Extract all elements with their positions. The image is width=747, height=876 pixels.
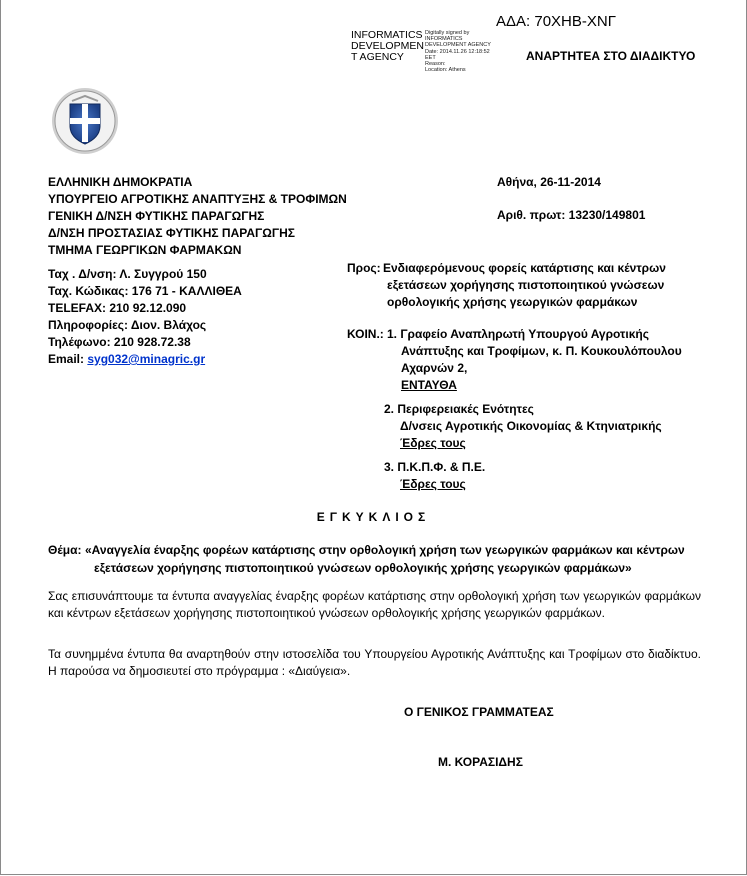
recipient-line: ορθολογικής χρήσης γεωργικών φαρμάκων	[387, 295, 638, 309]
signatory-name: Μ. ΚΟΡΑΣΙΔΗΣ	[438, 755, 523, 769]
recipient-label: Προς:	[347, 261, 381, 275]
koin-item-1	[387, 326, 682, 394]
ada-code: ΑΔΑ: 70ΧΗΒ-ΧΝΓ	[496, 13, 616, 30]
signatory-title: Ο ΓΕΝΙΚΟΣ ΓΡΑΜΜΑΤΕΑΣ	[404, 705, 554, 719]
subject-label: Θέμα:	[48, 543, 82, 557]
koin-line: 1. Γραφείο Αναπληρωτή Υπουργού Αγροτικής	[387, 327, 649, 341]
contact-info: Πληροφορίες: Διον. Βλάχος	[48, 318, 207, 332]
sender-department	[48, 174, 347, 259]
contact-details	[48, 266, 242, 368]
sig-detail-line: Reason:	[425, 61, 446, 68]
hellenic-republic-emblem-icon	[50, 86, 120, 156]
protocol-number: Αριθ. πρωτ: 13230/149801	[497, 208, 646, 222]
sender-line: ΕΛΛΗΝΙΚΗ ΔΗΜΟΚΡΑΤΙΑ	[48, 175, 193, 189]
koin-line: 3. Π.Κ.Π.Φ. & Π.Ε.	[384, 460, 486, 474]
recipient-line: Ενδιαφερόμενους φορείς κατάρτισης και κέντρων	[383, 261, 666, 275]
sig-detail-line: DEVELOPMENT AGENCY	[425, 42, 491, 49]
contact-phone: Τηλέφωνο: 210 928.72.38	[48, 335, 191, 349]
sig-detail-line: Location: Athens	[425, 67, 466, 74]
recipient-text	[383, 260, 713, 311]
subject-line-2: εξετάσεων χορήγησης πιστοποιητικού γνώσεων ορθολογικής χρήσης γεωργικών φαρμάκων»	[94, 561, 632, 575]
koin-line: 2. Περιφερειακές Ενότητες	[384, 402, 534, 416]
digital-signature-details	[425, 30, 505, 73]
contact-telefax: TELEFAX: 210 92.12.090	[48, 301, 187, 315]
contact-address: Ταχ . Δ/νση: Λ. Συγγρού 150	[48, 267, 207, 281]
koin-destination: Έδρες τους	[400, 436, 466, 450]
sender-line: ΓΕΝΙΚΗ Δ/ΝΣΗ ΦΥΤΙΚΗΣ ΠΑΡΑΓΩΓΗΣ	[48, 209, 265, 223]
sig-detail-line: Date: 2014.11.26 12:18:52	[425, 48, 490, 55]
koin-line: Δ/νσεις Αγροτικής Οικονομίας & Κτηνιατρικής	[400, 419, 662, 433]
sig-detail-line: EET	[425, 54, 436, 61]
contact-email-row	[48, 351, 242, 368]
koin-item-2	[384, 401, 662, 452]
body-paragraph-1: Σας επισυνάπτουμε τα έντυπα αναγγελίας έναρξης φορέων κατάρτισης στην ορθολογική χρήση των γεωργικών φαρμάκων και κέντρων εξετάσεων χορήγησης πιστοποιητικού γνώσεων ορθολογικής χρήσης γεωργικών φαρμάκων.	[48, 589, 701, 620]
koin-item-3	[384, 459, 485, 493]
koin-label: ΚΟΙΝ.:	[347, 327, 384, 341]
sender-line: Δ/ΝΣΗ ΠΡΟΣΤΑΣΙΑΣ ΦΥΤΙΚΗΣ ΠΑΡΑΓΩΓΗΣ	[48, 226, 295, 240]
subject-line-1: «Αναγγελία έναρξης φορέων κατάρτισης στην ορθολογική χρήση των γεωργικών φαρμάκων και κέντρων	[85, 543, 685, 557]
body-paragraph-2: Τα συνημμένα έντυπα θα αναρτηθούν στην ιστοσελίδα του Υπουργείου Αγροτικής Ανάπτυξης και Τροφίμων στο διαδίκτυο. Η παρούσα να δημοσιευτεί στο πρόγραμμα : «Διαύγεια».	[48, 647, 701, 678]
contact-postcode: Ταχ. Κώδικας: 176 71 - ΚΑΛΛΙΘΕΑ	[48, 284, 242, 298]
sig-detail-line: INFORMATICS	[425, 36, 463, 43]
document-date: Αθήνα, 26-11-2014	[497, 175, 601, 189]
digital-signature-name: INFORMATICS DEVELOPMEN T AGENCY	[351, 29, 424, 63]
recipient-line: εξετάσεων χορήγησης πιστοποιητικού γνώσεων	[387, 278, 665, 292]
email-label: Email:	[48, 352, 88, 366]
sig-detail-line: Digitally signed by	[425, 30, 470, 36]
sender-line: ΤΜΗΜΑ ΓΕΩΡΓΙΚΩΝ ΦΑΡΜΑΚΩΝ	[48, 243, 242, 257]
email-link[interactable]: syg032@minagric.gr	[87, 352, 206, 366]
sender-line: ΥΠΟΥΡΓΕΙΟ ΑΓΡΟΤΙΚΗΣ ΑΝΑΠΤΥΞΗΣ & ΤΡΟΦΙΜΩΝ	[48, 192, 347, 206]
koin-destination: ΕΝΤΑΥΘΑ	[401, 378, 457, 392]
internet-posting-notice: ΑΝΑΡΤΗΤΕΑ ΣΤΟ ΔΙΑΔΙΚΤΥΟ	[526, 49, 696, 63]
document-title: ΕΓΚΥΚΛΙΟΣ	[316, 510, 431, 524]
koin-line: Ανάπτυξης και Τροφίμων, κ. Π. Κουκουλόπουλου	[401, 344, 682, 358]
koin-destination: Έδρες τους	[400, 477, 466, 491]
koin-line: Αχαρνών 2,	[401, 361, 468, 375]
